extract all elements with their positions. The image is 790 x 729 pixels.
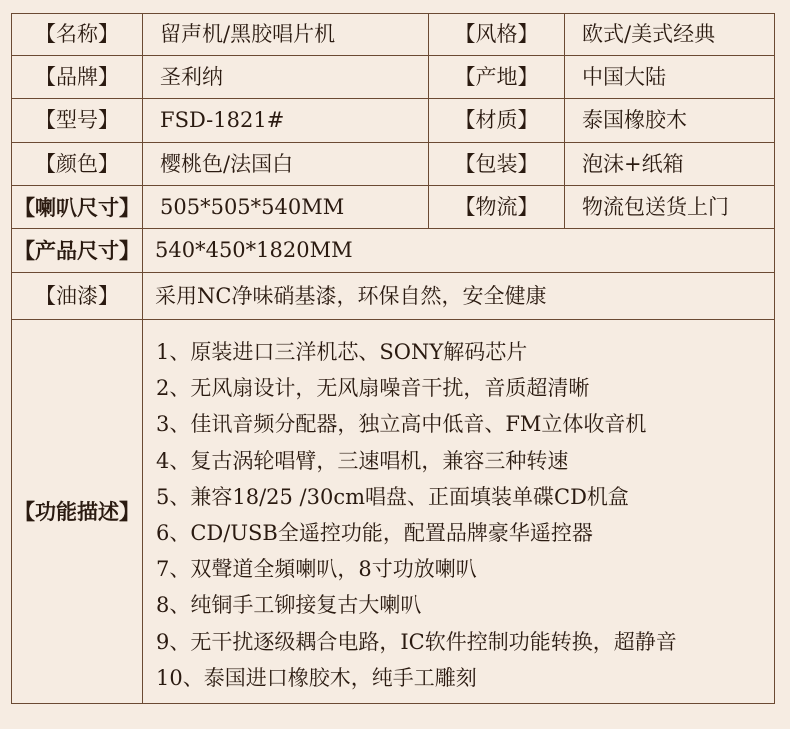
spec-row-paint: [12, 273, 775, 320]
feature-item: 6、CD/USB全遥控功能，配置品牌豪华遥控器: [156, 520, 593, 545]
name-label: 【名称】: [12, 14, 143, 56]
logistics-value: 物流包送货上门: [565, 186, 775, 229]
spec-row-color: [12, 143, 775, 186]
origin-label: 【产地】: [429, 56, 565, 99]
spec-row-features: [12, 320, 775, 704]
spec-row-model: [12, 99, 775, 143]
model-value: FSD-1821#: [143, 99, 429, 143]
paint-value: 采用NC净味硝基漆，环保自然，安全健康: [143, 273, 775, 320]
spec-row-brand: [12, 56, 775, 99]
feature-list: [143, 320, 774, 696]
brand-value: 圣利纳: [143, 56, 429, 99]
style-value: 欧式/美式经典: [565, 14, 775, 56]
feature-item: 8、纯铜手工铆接复古大喇叭: [156, 593, 422, 618]
feature-item: 4、复古涡轮唱臂，三速唱机，兼容三种转速: [156, 448, 569, 473]
feature-item: 10、泰国进口橡胶木，纯手工雕刻: [156, 665, 477, 690]
brand-label: 【品牌】: [12, 56, 143, 99]
logistics-label: 【物流】: [429, 186, 565, 229]
feature-item: 7、双聲道全頻喇叭，8寸功放喇叭: [156, 557, 477, 582]
name-value: 留声机/黑胶唱片机: [143, 14, 429, 56]
speaker-size-value: 505*505*540MM: [143, 186, 429, 229]
spec-row-name: [12, 14, 775, 56]
feature-item: 2、无风扇设计，无风扇噪音干扰，音质超清晰: [156, 376, 590, 401]
spec-row-speaker-size: [12, 186, 775, 229]
origin-value: 中国大陆: [565, 56, 775, 99]
material-label: 【材质】: [429, 99, 565, 143]
features-cell: [143, 320, 775, 704]
product-size-value: 540*450*1820MM: [143, 229, 775, 273]
color-value: 樱桃色/法国白: [143, 143, 429, 186]
style-label: 【风格】: [429, 14, 565, 56]
feature-item: 5、兼容18/25 /30cm唱盘、正面填装单碟CD机盒: [156, 484, 629, 509]
model-label: 【型号】: [12, 99, 143, 143]
product-size-label: 【产品尺寸】: [12, 229, 143, 273]
packaging-label: 【包装】: [429, 143, 565, 186]
speaker-size-label: 【喇叭尺寸】: [12, 186, 143, 229]
feature-item: 9、无干扰逐级耦合电路，IC软件控制功能转换，超静音: [156, 629, 677, 654]
spec-table: [11, 13, 775, 704]
feature-item: 3、佳讯音频分配器，独立高中低音、FM立体收音机: [156, 412, 647, 437]
feature-item: 1、原装进口三洋机芯、SONY解码芯片: [156, 340, 528, 364]
color-label: 【颜色】: [12, 143, 143, 186]
features-label: 【功能描述】: [12, 320, 143, 704]
spec-row-product-size: [12, 229, 775, 273]
packaging-value: 泡沫+纸箱: [565, 143, 775, 186]
material-value: 泰国橡胶木: [565, 99, 775, 143]
paint-label: 【油漆】: [12, 273, 143, 320]
